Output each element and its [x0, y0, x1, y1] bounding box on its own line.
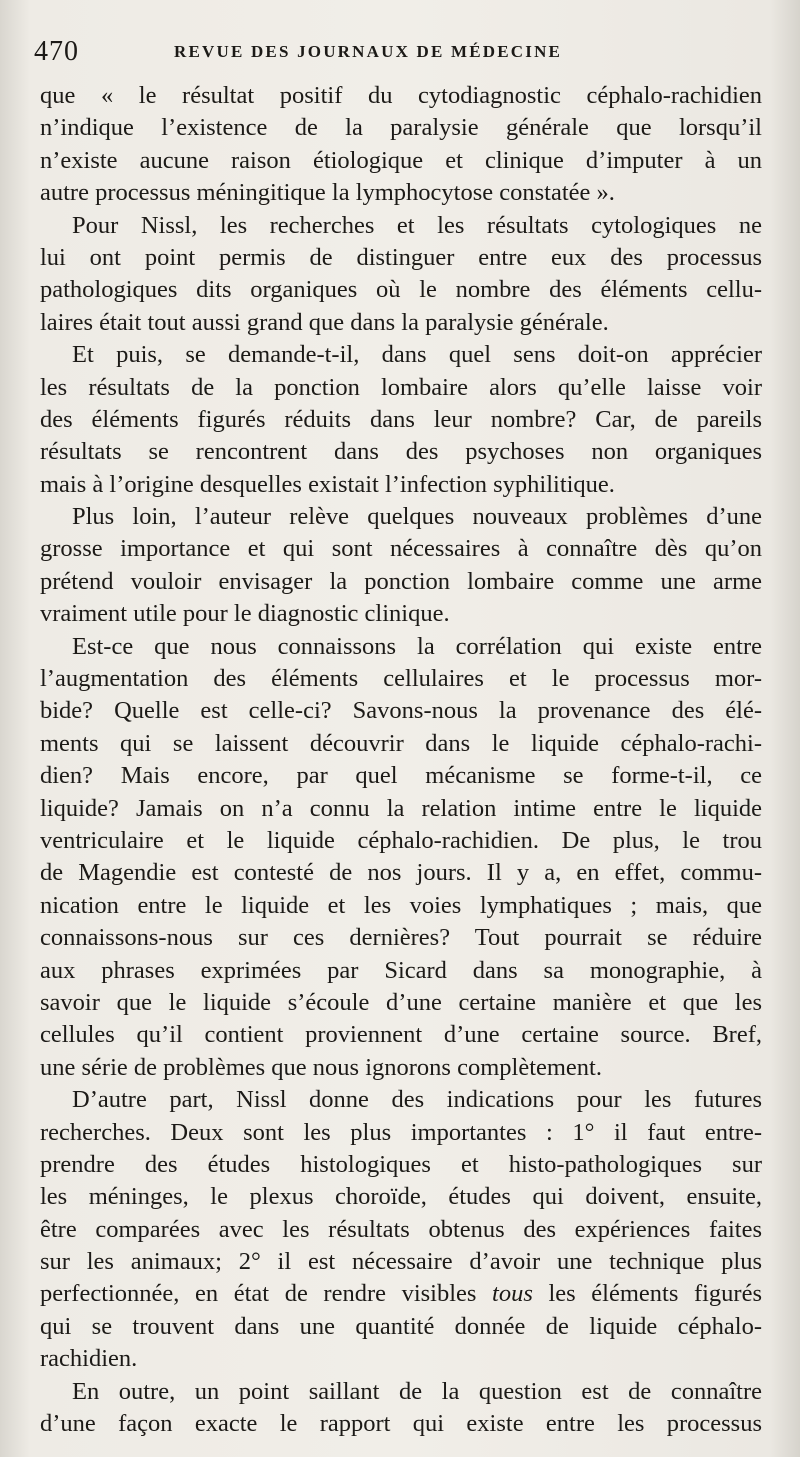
text-line: rachidien. [40, 1345, 138, 1373]
text-line: pathologiques dits organiques où le nombre des éléments cellu- [40, 276, 762, 304]
journal-title: REVUE DES JOURNAUX DE MÉDECINE [174, 42, 563, 61]
text-line: liquide? Jamais on n’a connu la relation intime entre le liquide [40, 794, 762, 822]
text-line: une série de problèmes que nous ignorons complètement. [40, 1053, 602, 1081]
text-line: connaissons-nous sur ces dernières? Tout pourrait se réduire [40, 924, 762, 952]
text-line: D’autre part, Nissl donne des indications pour les futures [72, 1086, 762, 1114]
text-line: être comparées avec les résultats obtenus des expériences faites [40, 1215, 762, 1243]
running-head [34, 36, 764, 76]
text-line: l’augmentation des éléments cellulaires et le processus mor- [40, 665, 762, 693]
text-line: que « le résultat positif du cytodiagnostic céphalo-rachidien [40, 82, 762, 109]
text-line: grosse importance et qui sont nécessaires à connaître dès qu’on [40, 535, 762, 563]
text-line: Et puis, se demande-t-il, dans quel sens doit-on apprécier [72, 341, 762, 369]
text-line: autre processus méningitique la lymphocytose constatée ». [40, 179, 615, 207]
text-line: n’indique l’existence de la paralysie générale que lorsqu’il [40, 114, 762, 142]
text-line: Pour Nissl, les recherches et les résultats cytologiques ne [72, 211, 762, 239]
text-line: Est-ce que nous connaissons la corrélation qui existe entre [72, 632, 762, 660]
text-line: des éléments figurés réduits dans leur nombre? Car, de pareils [40, 405, 762, 433]
text-line: lui ont point permis de distinguer entre eux des processus [40, 243, 762, 271]
paragraph [40, 1376, 762, 1441]
text-line: ventriculaire et le liquide céphalo-rachidien. De plus, le trou [40, 826, 762, 854]
text-line: perfectionnée, en état de rendre visibles tous les éléments figurés [40, 1280, 763, 1308]
text-line: bide? Quelle est celle-ci? Savons-nous la provenance des élé- [40, 697, 762, 725]
text-line: les méninges, le plexus choroïde, études qui doivent, ensuite, [40, 1183, 762, 1211]
text-line: résultats se rencontrent dans des psychoses non organiques [40, 438, 762, 466]
text-line: n’existe aucune raison étiologique et clinique d’imputer à un [40, 146, 762, 174]
paragraph [40, 210, 762, 340]
text-line: dien? Mais encore, par quel mécanisme se forme-t-il, ce [40, 762, 762, 790]
text-line: Plus loin, l’auteur relève quelques nouveaux problèmes d’une [72, 503, 762, 531]
text-line: vraiment utile pour le diagnostic clinique. [40, 600, 450, 628]
text-line: savoir que le liquide s’écoule d’une certaine manière et que les [40, 988, 762, 1016]
text-line: ments qui se laissent découvrir dans le liquide céphalo-rachi- [40, 729, 762, 757]
text-line: sur les animaux; 2° il est nécessaire d’avoir une technique plus [40, 1248, 762, 1276]
text-line: mais à l’origine desquelles existait l’infection syphilitique. [40, 470, 615, 498]
text-line: les résultats de la ponction lombaire alors qu’elle laisse voir [40, 373, 762, 401]
text-line: recherches. Deux sont les plus importantes : 1° il faut entre- [40, 1118, 762, 1146]
text-line: aux phrases exprimées par Sicard dans sa monographie, à [40, 956, 762, 984]
paragraph [40, 80, 762, 210]
text-line: d’une façon exacte le rapport qui existe entre les processus [40, 1410, 762, 1438]
text-line: En outre, un point saillant de la question est de connaître [72, 1377, 762, 1405]
body-text [40, 80, 762, 1440]
paragraph [40, 631, 762, 1084]
paragraph [40, 1084, 762, 1376]
page-number: 470 [34, 36, 79, 67]
paragraph [40, 339, 762, 501]
text-line: cellules qu’il contient proviennent d’une certaine source. Bref, [40, 1021, 762, 1049]
text-line: laires était tout aussi grand que dans la paralysie générale. [40, 308, 609, 336]
text-line: prendre des études histologiques et histo-pathologiques sur [40, 1150, 762, 1178]
text-line: nication entre le liquide et les voies lymphatiques ; mais, que [40, 891, 762, 919]
paragraph [40, 501, 762, 631]
text-line: de Magendie est contesté de nos jours. Il y a, en effet, commu- [40, 859, 762, 887]
text-line: prétend vouloir envisager la ponction lombaire comme une arme [40, 567, 762, 595]
text-line: qui se trouvent dans une quantité donnée de liquide céphalo- [40, 1312, 762, 1340]
